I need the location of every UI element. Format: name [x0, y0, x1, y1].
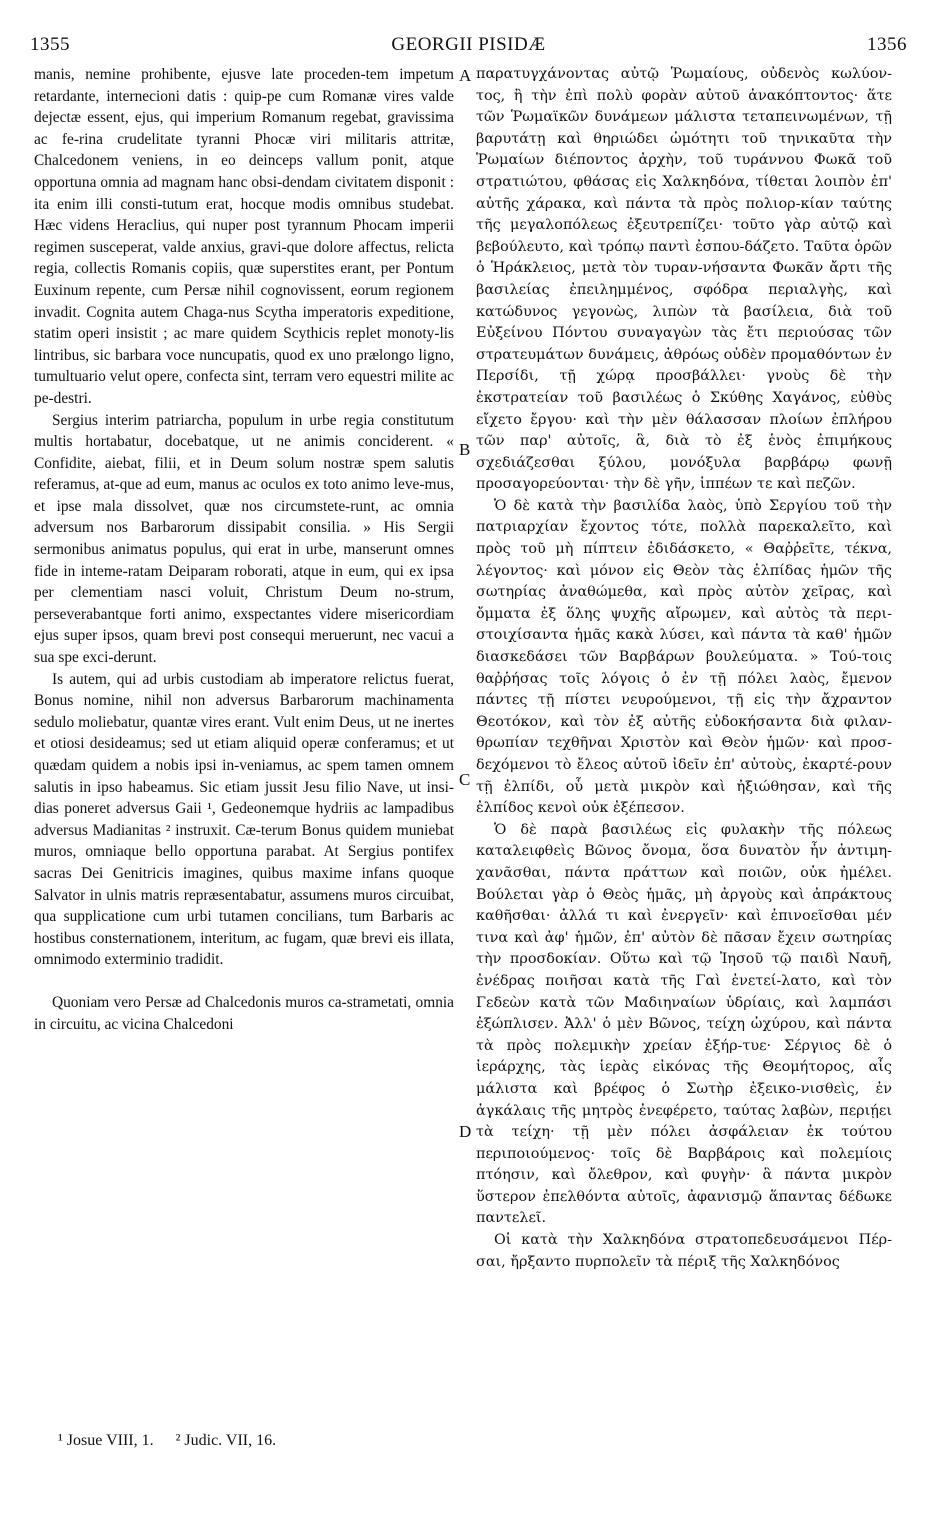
- section-marker-c: C: [459, 770, 471, 789]
- page-number-right: 1356: [867, 34, 907, 55]
- footnotes: [58, 1432, 458, 1450]
- greek-paragraph: Οἱ κατὰ τὴν Χαλκηδόνα στρατοπεδευσάμενοι Πέρ-σαι, ἤρξαντο πυρπολεῖν τὰ πέριξ τῆς Χαλκηδόνος: [476, 1232, 892, 1270]
- latin-paragraph: Quoniam vero Persæ ad Chalcedonis muros ca-strametati, omnia in circuitu, ac vicina Chalcedoni: [34, 993, 454, 1033]
- section-marker-d: D: [459, 1122, 472, 1141]
- page-number-left: 1355: [30, 34, 70, 55]
- greek-paragraph: παρατυγχάνοντας αὐτῷ Ῥωμαίους, οὐδενὸς κωλύον-τος, ἢ τὴν ἐπὶ πολὺ φορὰν αὐτοῦ ἀνακόπτοντος· ἅτε τῶν Ῥωμαϊκῶν δυνάμεων μάλιστα τεταπεινωμένων, τῇ βαρυτάτῃ καὶ θηριώδει ὠμότητι τοῦ τηνικαῦτα τὴν Ῥωμαίων διέποντος ἀρχὴν, τοῦ τυράννου Φωκᾶ τοῦ στρατιώτου, φθάσας εἰς Χαλκηδόνα, τίθεται λοιπὸν ἐπ' αὐτῆς χάρακα, καὶ πάντα τὰ πρὸς πολιορ-κίαν ταύτης τῆς μεγαλοπόλεως ἐξευτρεπίζει· τοῦτο γὰρ αὐτῷ καὶ βεβούλευτο, καὶ τρόπῳ παντὶ ἐσπου-δάζετο. Ταῦτα ὁρῶν ὁ Ἡράκλειος, μετὰ τὸν τυραν-νήσαντα Φωκᾶν ἄρτι τῆς βασιλείας ἐπειλημμένος, σφόδρα περιαλγὴς, καὶ κατώδυνος γεγονὼς, λιπὼν τὰ βασίλεια, διὰ τοῦ Εὐξείνου Πόντου συναγαγὼν τὰς ἔτι περιούσας τῶν στρατευμάτων δυνάμεις, ἀθρόως οὐδὲν προμαθόντων ἐν Περσίδι, τῇ χώρᾳ προσβάλλει· γνοὺς δὲ τὴν ἐκστρατείαν τοῦ βασιλέως ὁ Σκύθης Χαγάνος, εὐθὺς εἴχετο ἔργου· καὶ τὴν μὲν θάλασσαν πλοίων ἐπλήρου τῶν παρ' αὐτοῖς, ἃ, διὰ τὸ ἐξ ἑνὸς ἐπιμήκους σχεδιάζεσθαι ξύλου, μονόξυλα βαρβάρῳ φωνῇ προσαγορεύονται· τὴν δὲ γῆν, ἱππέων τε καὶ πεζῶν.: [476, 66, 892, 493]
- greek-paragraph: Ὁ δὲ κατὰ τὴν βασιλίδα λαὸς, ὑπὸ Σεργίου τοῦ τὴν πατριαρχίαν ἔχοντος τότε, πολλὰ παρεκαλεῖτο, καὶ πρὸς τοῦ μὴ πίπτειν ἐδιδάσκετο, « Θαῤῥεῖτε, τέκνα, λέγοντος· καὶ μόνον εἰς Θεὸν τὰς ἐλπίδας ἡμῶν τῆς σωτηρίας ἀναθώμεθα, καὶ πρὸς αὐτὸν χεῖρας, καὶ ὄμματα ἐξ ὅλης ψυχῆς αἴρωμεν, καὶ αὐτὸς τὰ περι-στοιχίσαντα ἡμᾶς κακὰ λύσει, καὶ πάντα τὰ καθ' ἡμῶν διασκεδάσει τῶν Βαρβάρων βουλεύματα. » Τού-τοις θαῤῥήσας τοῖς λόγοις ὁ ἐν τῇ πόλει λαὸς, ἔμενον πάντες τῇ πίστει νευρούμενοι, τῇ εἰς τὴν ἄχραντον Θεοτόκον, καὶ τὸν ἐξ αὐτῆς εὐδοκήσαντα διὰ φιλαν-θρωπίαν τεχθῆναι Χριστὸν καὶ Θεὸν ἡμῶν· καὶ προσ-δεχόμενοι τὸ ἔλεος αὐτοῦ ἰδεῖν ἐπ' αὐτοὺς, ἐκαρτέ-ρουν τῇ ἐλπίδι, οὗ μετὰ μικρὸν καὶ ἠξιώθησαν, καὶ τῆς ἐλπίδος κενοὶ οὐκ ἐξέπεσον.: [476, 497, 892, 817]
- latin-paragraph: Sergius interim patriarcha, populum in urbe regia constitutum multis hortabatur, docebatque, ut ne animis conciderent. « Confidite, aiebat, filii, et in Deum solum nostræ spem salutis referamus, at-que ad eum, manus ac oculos ex toto animo leve-mus, et ipse mala dissolvet, quæ nos circumstete-runt, ac omnia adversum nos Barbarorum dissipabit consilia. » His Sergii sermonibus animatus populus, qui erat in urbe, manserunt omnes fide in inteme-ratam Deiparam roborati, atque in eum, qui ex ipsa per clementiam nasci voluit, Christum Deum no-strum, perseverabantque forti animo, exspectantes videre misericordiam ejus super ipsos, quam brevi post consequi meruerunt, nec vacui a sua spe exci-derunt.: [34, 411, 454, 667]
- greek-column: [476, 64, 892, 1273]
- section-marker-b: B: [459, 440, 471, 459]
- section-marker-a: A: [459, 66, 472, 85]
- latin-paragraph: manis, nemine prohibente, ejusve late proceden-tem impetum retardante, internecioni datis : quip-pe cum Romanæ vires valde dejectæ essent, ejus, qui imperium Romanum regebat, gravissima ac fe-rina crudelitate tyranni Phocæ viri militaris attritæ, Chalcedonem veniens, in eo deinceps vallum ponit, atque opportuna omnia ad magnam hanc obsi-dendam civitatem disponit : ita enim illi consti-tutum erat, hocque modis omnibus studebat. Hæc videns Heraclius, qui nuper post tyrannum Phocam imperii regimen susceperat, valde anxius, gravi-que dolore affectus, relicta regia, collectis Romanis copiis, quæ superstites erant, per Pontum Euxinum repente, cum Persæ nihil cognovissent, eorum regionem invadit. Cognita autem Chaga-nus Scytha imperatoris expeditione, statim operi insistit ; ac mare quidem Scythicis replet monoty-lis lintribus, sic barbara voce nuncupatis, quod ex uno prælongo ligno, tumultuario velut opere, confecta sint, terram vero equestri milite ac pe-destri.: [34, 66, 454, 407]
- page-header: [30, 34, 907, 64]
- running-title: GEORGII PISIDÆ: [391, 34, 546, 55]
- footnote: ² Judic. VII, 16.: [175, 1432, 277, 1449]
- latin-column: [34, 64, 454, 1035]
- footnote: ¹ Josue VIII, 1.: [58, 1432, 154, 1449]
- greek-paragraph: Ὁ δὲ παρὰ βασιλέως εἰς φυλακὴν τῆς πόλεως καταλειφθεὶς Βῶνος ὄνομα, ὅσα δυνατὸν ἦν ἀντιμη-χανᾶσθαι, πάντα πράττων καὶ ποιῶν, οὐκ ἠμέλει. Βούλεται γὰρ ὁ Θεὸς ἡμᾶς, μὴ ἀργοὺς καὶ ἀπράκτους καθῆσθαι· ἀλλά τι καὶ ἐνεργεῖν· καὶ ἐπινοεῖσθαι μέν τινα καὶ ἀφ' ἡμῶν, ἐπ' αὐτὸν δὲ πᾶσαν ἔχειν σωτηρίας τὴν προσδοκίαν. Οὕτω καὶ τῷ Ἰησοῦ τῷ παιδὶ Ναυῆ, ἐνέδρας ποιῆσαι κατὰ τῆς Γαὶ ἐνετεί-λατο, καὶ τὸν Γεδεὼν κατὰ τῶν Μαδιηναίων ὑδρίαις, καὶ λαμπάσι ἐξώπλισεν. Ἀλλ' ὁ μὲν Βῶνος, τείχη ὠχύρου, καὶ πάντα τὰ πρὸς πολεμικὴν χρείαν ἐξήρ-τυε· Σέργιος δὲ ὁ ἱεράρχης, τὰς ἱερὰς εἰκόνας τῆς Θεομήτορος, αἷς μάλιστα καὶ βρέφος ὁ Σωτὴρ ἐξεικο-νισθεὶς, ἐν ἀγκάλαις τῆς μητρὸς ἐνεφέρετο, ταύτας λαβὼν, περιῄει τὰ τείχη· τῇ μὲν πόλει ἀσφάλειαν ἐκ τούτου περιποιούμενος· τοῖς δὲ Βαρβάροις καὶ πολεμίοις πτόησιν, καὶ ὄλεθρον, καὶ φυγὴν· ἃ πάντα μικρὸν ὕστερον ἐπελθόντα αὐτοῖς, ἀφανισμῷ ἅπαντας δέδωκε παντελεῖ.: [476, 821, 892, 1227]
- latin-paragraph: Is autem, qui ad urbis custodiam ab imperatore relictus fuerat, Bonus nomine, nihil non adversus Barbarorum machinamenta sedulo moliebatur, quantæ vires erant. Vult enim Deus, ut ne inertes et otiosi desideamus; sed ut etiam aliquid operæ conferamus; et ut quædam quidem a nobis ipsi in-veniamus, ac spem tamen omnem salutis in ipso habeamus. Sic etiam jussit Jesu filio Nave, ut insi-dias poneret adversus Gaii ¹, Gedeonemque hydriis ac lampadibus adversus Madianitas ² instruxit. Cæ-terum Bonus quidem muniebat muros, omniaque bello opportuna parabat. At Sergius pontifex sacras Dei Genitricis imagines, quibus maxime infans quoque Salvator in ulnis matris repræsentabatur, assumens muros circuibat, qua supplicatione cum urbi tutamen concilians, tum Barbaris ac hostibus consternationem, interitum, ac fugam, quæ brevi eis illata, omnimodo exterminio tradidit.: [34, 670, 454, 969]
